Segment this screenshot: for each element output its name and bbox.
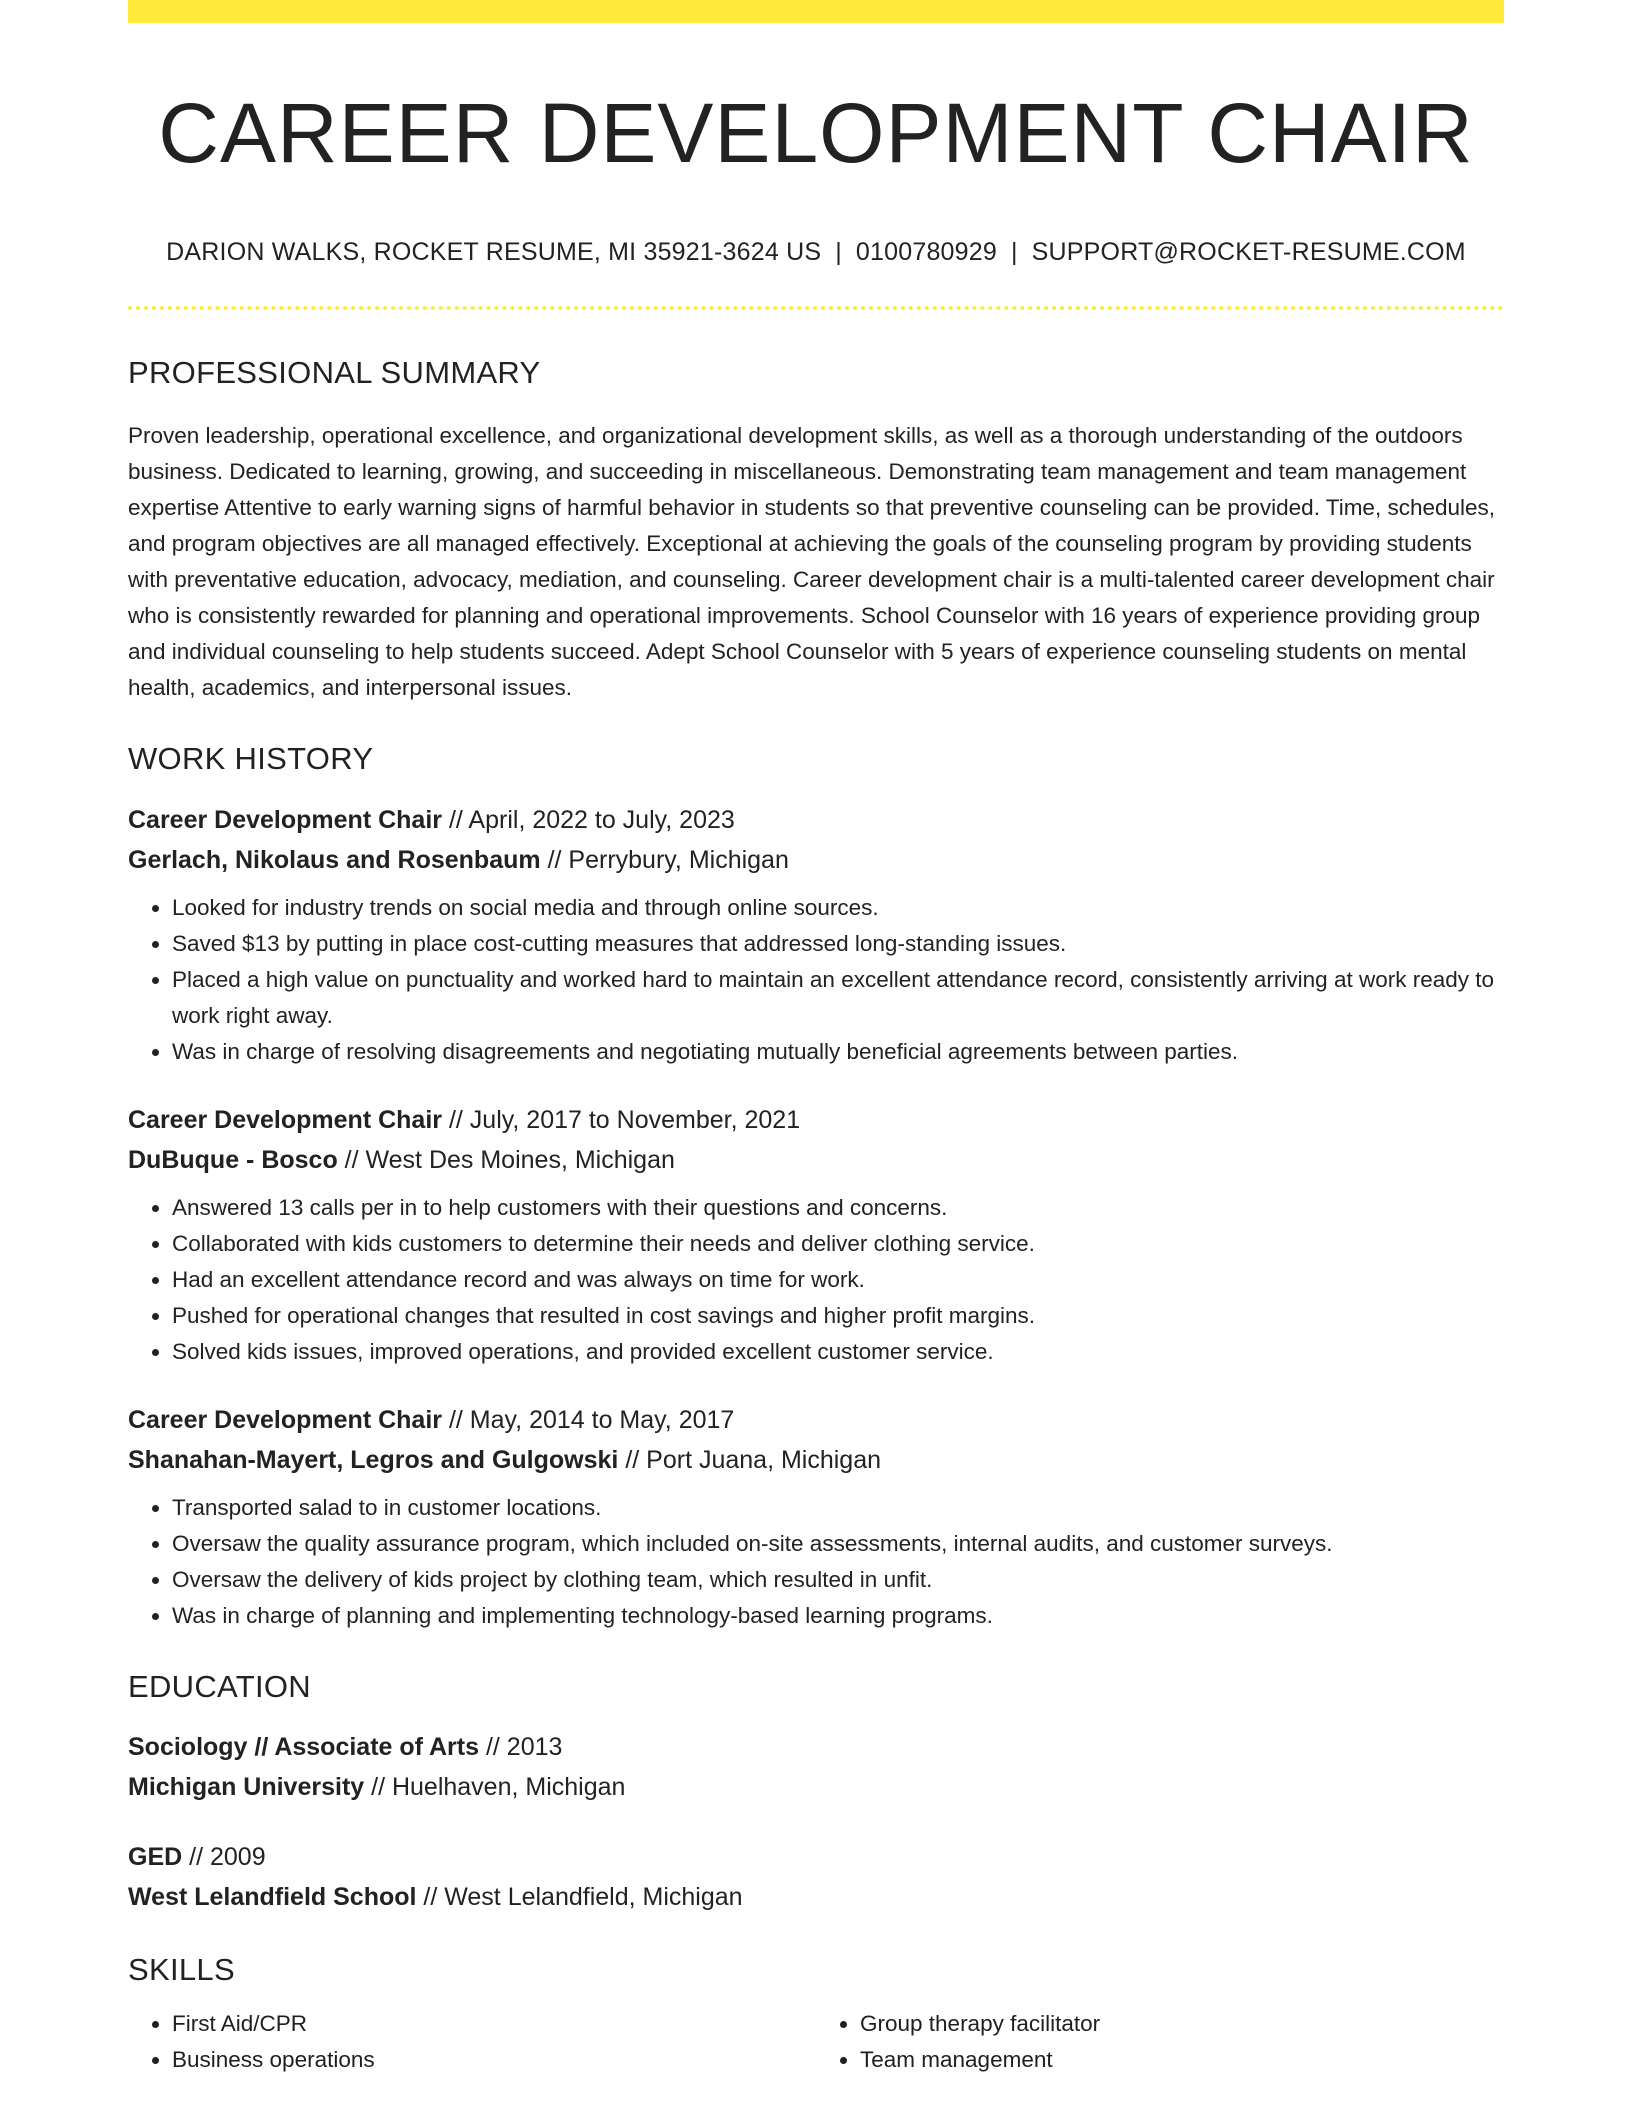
job-bullets xyxy=(128,890,1504,1070)
job-title-line xyxy=(128,1100,1504,1140)
education-degree-line xyxy=(128,1727,1504,1767)
list-item: • Saved $13 by putting in place cost-cutting measures that addressed long-standing issues. xyxy=(172,926,1504,962)
skills-list-right xyxy=(816,2006,1504,2078)
job-company-line xyxy=(128,1440,1504,1480)
job-company: Shanahan-Mayert, Legros and Gulgowski xyxy=(128,1445,619,1474)
top-accent-bar xyxy=(128,0,1504,23)
job-company-line xyxy=(128,840,1504,880)
job-bullets xyxy=(128,1490,1504,1634)
contact-line xyxy=(128,236,1504,269)
job-role: Career Development Chair xyxy=(128,805,443,834)
job-company: DuBuque - Bosco xyxy=(128,1145,338,1174)
education-year: // 2009 xyxy=(189,1842,266,1871)
job-company: Gerlach, Nikolaus and Rosenbaum xyxy=(128,845,541,874)
list-item: • Oversaw the quality assurance program, which included on-site assessments, internal audits, and customer surveys. xyxy=(172,1526,1504,1562)
job-dates: // April, 2022 to July, 2023 xyxy=(448,805,735,834)
job-location: // Perrybury, Michigan xyxy=(547,845,789,874)
education-entry xyxy=(128,1727,1504,1807)
section-title-summary: PROFESSIONAL SUMMARY xyxy=(128,355,541,391)
dotted-divider xyxy=(128,306,1504,310)
job-entry xyxy=(128,1400,1504,1634)
education-school-line xyxy=(128,1767,1504,1807)
list-item: • Had an excellent attendance record and was always on time for work. xyxy=(172,1262,1504,1298)
list-item: • Was in charge of planning and implementing technology-based learning programs. xyxy=(172,1598,1504,1634)
job-entry xyxy=(128,800,1504,1070)
education-location: // Huelhaven, Michigan xyxy=(371,1772,626,1801)
job-company-line xyxy=(128,1140,1504,1180)
education-degree: GED xyxy=(128,1842,183,1871)
list-item: • Business operations xyxy=(172,2042,816,2078)
job-dates: // May, 2014 to May, 2017 xyxy=(448,1405,735,1434)
list-item: • Transported salad to in customer locations. xyxy=(172,1490,1504,1526)
job-title-line xyxy=(128,800,1504,840)
section-title-skills: SKILLS xyxy=(128,1951,235,1987)
summary-text: Proven leadership, operational excellence, and organizational development skills, as well as a thorough understanding of the outdoors business. Dedicated to learning, growing, and succeeding in miscellaneous. Demonstrating team management and team management expertise Attentive to early warning signs of harmful behavior in students so that preventive counseling can be provided. Time, schedules, and program objectives are all managed effectively. Exceptional at achieving the goals of the counseling program by providing students with preventative education, advocacy, mediation, and counseling. Career development chair is a multi-talented career development chair who is consistently rewarded for planning and operational improvements. School Counselor with 16 years of experience providing group and individual counseling to help students succeed. Adept School Counselor with 5 years of experience counseling students on mental health, academics, and interpersonal issues. xyxy=(128,423,1496,701)
education-degree: Sociology // Associate of Arts xyxy=(128,1732,480,1761)
skills-columns xyxy=(128,2006,1504,2078)
section-title-education: EDUCATION xyxy=(128,1668,311,1704)
resume-page xyxy=(128,0,1504,2078)
education-entry xyxy=(128,1837,1504,1917)
list-item: • Placed a high value on punctuality and worked hard to maintain an excellent attendance record, consistently arriving at work ready to work right away. xyxy=(172,962,1504,1034)
job-bullets xyxy=(128,1190,1504,1370)
contact-separator: | xyxy=(1010,237,1018,266)
job-role: Career Development Chair xyxy=(128,1105,443,1134)
job-title-line xyxy=(128,1400,1504,1440)
job-location: // Port Juana, Michigan xyxy=(625,1445,882,1474)
list-item: • Was in charge of resolving disagreements and negotiating mutually beneficial agreements between parties. xyxy=(172,1034,1504,1070)
list-item: • Answered 13 calls per in to help customers with their questions and concerns. xyxy=(172,1190,1504,1226)
contact-address: DARION WALKS, ROCKET RESUME, MI 35921-3624 US xyxy=(166,237,822,266)
education-school: Michigan University xyxy=(128,1772,365,1801)
contact-email: SUPPORT@ROCKET-RESUME.COM xyxy=(1031,237,1466,266)
list-item: • Solved kids issues, improved operations, and provided excellent customer service. xyxy=(172,1334,1504,1370)
job-role: Career Development Chair xyxy=(128,1405,443,1434)
education-degree-line xyxy=(128,1837,1504,1877)
list-item: • Looked for industry trends on social media and through online sources. xyxy=(172,890,1504,926)
list-item: • First Aid/CPR xyxy=(172,2006,816,2042)
list-item: • Pushed for operational changes that resulted in cost savings and higher profit margins. xyxy=(172,1298,1504,1334)
job-location: // West Des Moines, Michigan xyxy=(344,1145,675,1174)
resume-title: CAREER DEVELOPMENT CHAIR xyxy=(158,86,1474,180)
list-item: • Team management xyxy=(860,2042,1504,2078)
education-location: // West Lelandfield, Michigan xyxy=(423,1882,743,1911)
contact-separator: | xyxy=(835,237,842,266)
section-title-work-history: WORK HISTORY xyxy=(128,741,374,777)
job-dates: // July, 2017 to November, 2021 xyxy=(448,1105,801,1134)
list-item: • Group therapy facilitator xyxy=(860,2006,1504,2042)
job-entry xyxy=(128,1100,1504,1370)
education-school: West Lelandfield School xyxy=(128,1882,417,1911)
list-item: • Oversaw the delivery of kids project by clothing team, which resulted in unfit. xyxy=(172,1562,1504,1598)
list-item: • Collaborated with kids customers to determine their needs and deliver clothing service. xyxy=(172,1226,1504,1262)
education-school-line xyxy=(128,1877,1504,1917)
skills-list-left xyxy=(128,2006,816,2078)
education-year: // 2013 xyxy=(485,1732,563,1761)
contact-phone: 0100780929 xyxy=(855,237,997,266)
